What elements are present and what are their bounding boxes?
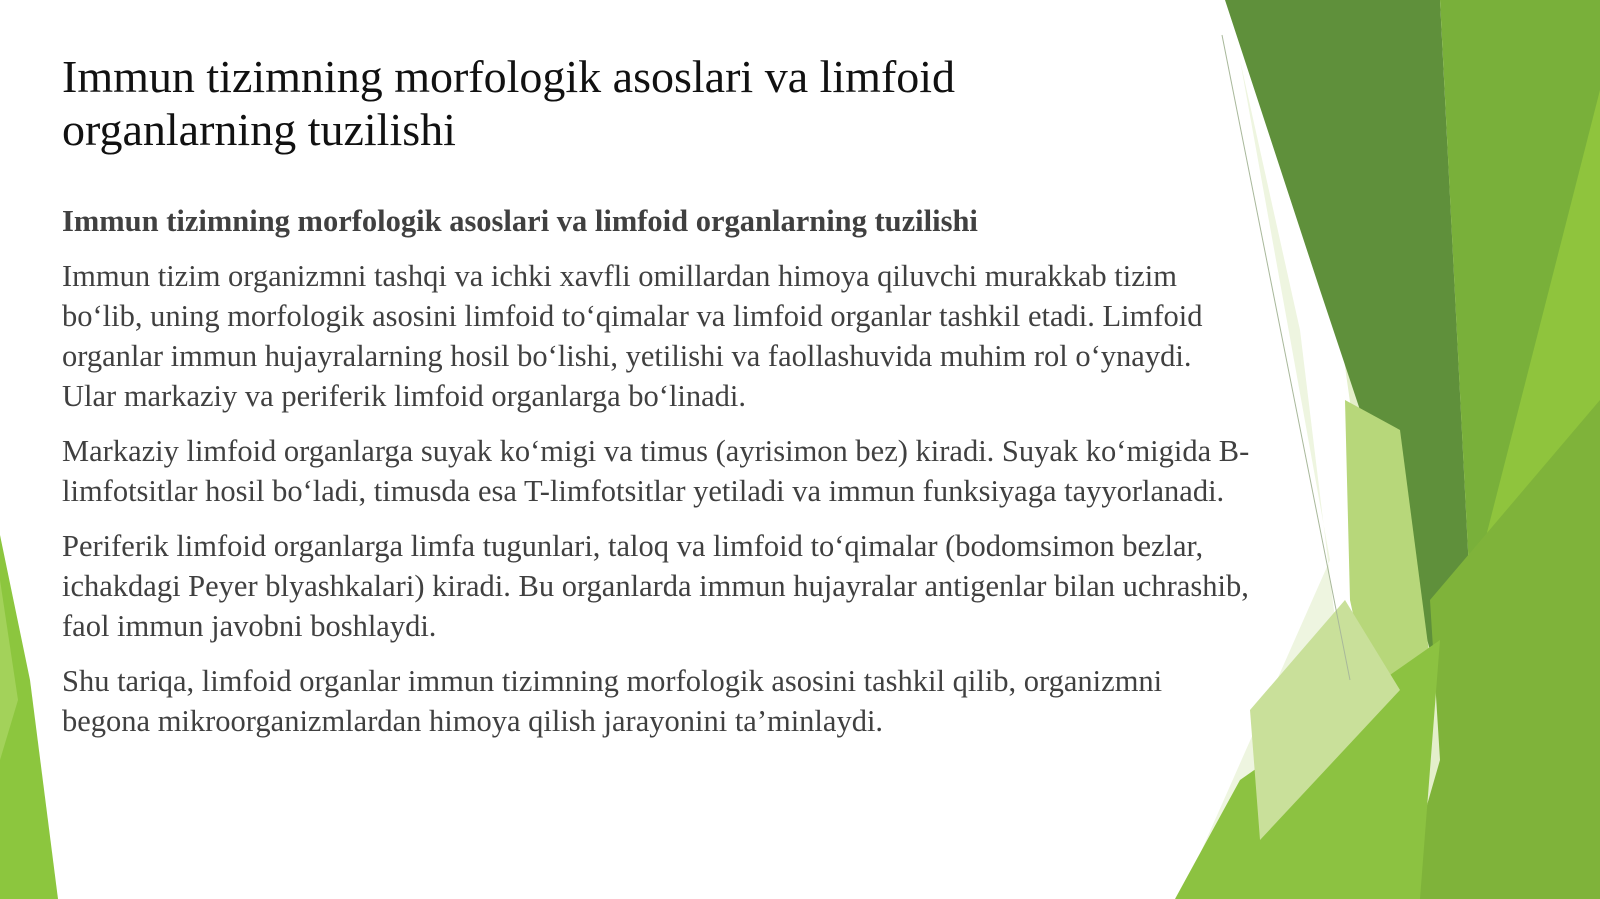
- body-paragraph-conclusion: Shu tariqa, limfoid organlar immun tizimning morfologik asosini tashkil qilib, organizmni begona mikroorganizmlardan himoya qilish jarayonini ta’minlaydi.: [62, 664, 1163, 738]
- slide-title: Immun tizimning morfologik asoslari va limfoid organlarning tuzilishi: [62, 51, 956, 155]
- bg-facet-dark-green: [1225, 0, 1470, 650]
- slide-body: [62, 201, 1252, 756]
- body-paragraph-peripheral-organs: Periferik limfoid organlarga limfa tugunlari, taloq va limfoid to‘qimalar (bodomsimon bezlar, ichakdagi Peyer blyashkalari) kiradi. Bu organlarda immun hujayralar antigenlar bilan uchrashib, faol immun javobni boshlaydi.: [62, 529, 1249, 643]
- body-paragraph-central-organs: Markaziy limfoid organlarga suyak ko‘migi va timus (ayrisimon bez) kiradi. Suyak ko‘migida B-limfotsitlar hosil bo‘ladi, timusda esa T-limfotsitlar yetiladi va immun funksiyaga tayyorlanadi.: [62, 434, 1250, 508]
- body-paragraph-intro: Immun tizim organizmni tashqi va ichki xavfli omillardan himoya qiluvchi murakkab tizim bo‘lib, uning morfologik asosini limfoid to‘qimalar va limfoid organlar tashkil etadi. Limfoid organlar immun hujayralarning hosil bo‘lishi, yetilishi va faollashuvida muhim rol o‘ynaydi. Ular markaziy va periferik limfoid organlarga bo‘linadi.: [62, 259, 1203, 413]
- body-subheading: Immun tizimning morfologik asoslari va limfoid organlarning tuzilishi: [62, 204, 978, 238]
